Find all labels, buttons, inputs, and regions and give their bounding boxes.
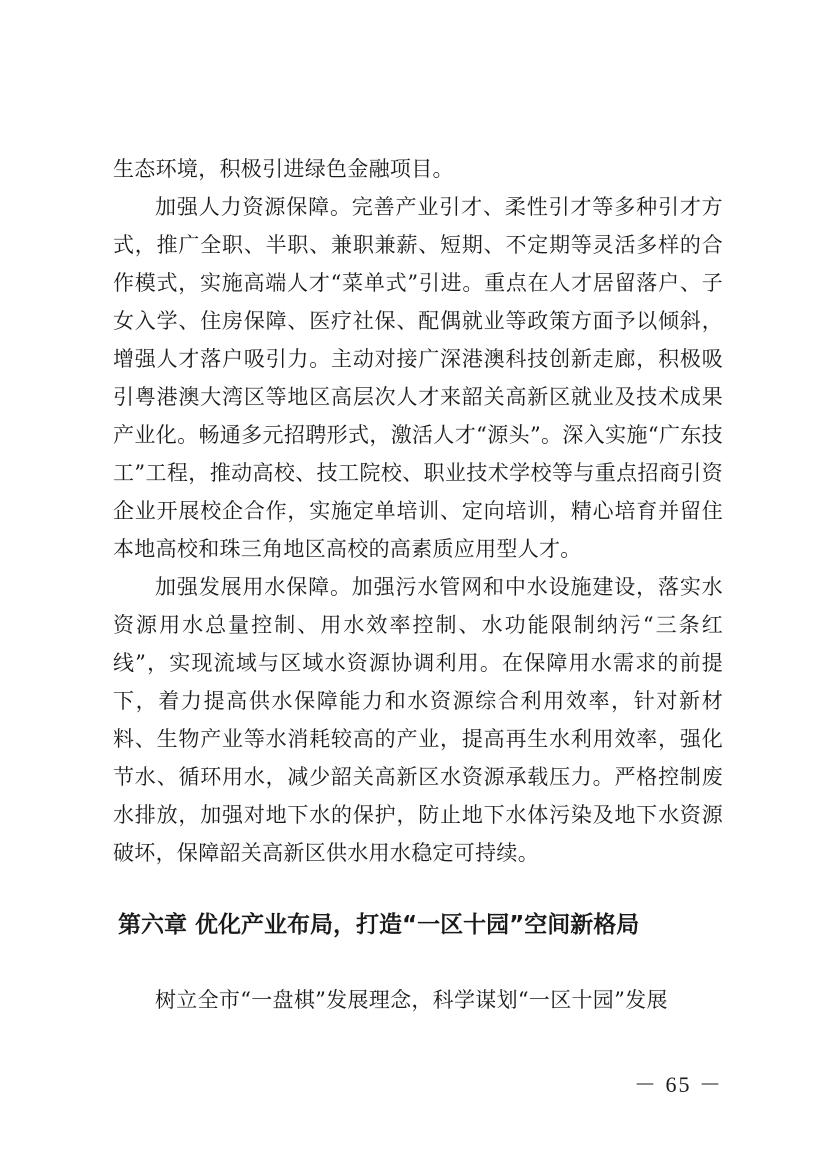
chapter-title: 第六章 优化产业布局，打造“一区十园”空间新格局 (118, 912, 640, 938)
page-number: － 65 － (633, 1072, 723, 1097)
chapter-intro (113, 981, 723, 1019)
paragraph-chapter-intro: 树立全市“一盘棋”发展理念，科学谋划“一区十园”发展 (155, 988, 668, 1012)
paragraph-talent-guarantee: 加强人力资源保障。完善产业引才、柔性引才等多种引才方式，推广全职、半职、兼职兼薪、短期、不定期等灵活多样的合作模式，实施高端人才“菜单式”引进。重点在人才居留落户、子女入学、住房保障、医疗社保、配偶就业等政策方面予以倾斜，增强人才落户吸引力。主动对接广深港澳科技创新走廊，积极吸引粤港澳大湾区等地区高层次人才来韶关高新区就业及技术成果产业化。畅通多元招聘形式，激活人才“源头”。深入实施“广东技工”工程，推动高校、技工院校、职业技术学校等与重点招商引资企业开展校企合作，实施定单培训、定向培训，精心培育并留住本地高校和珠三角地区高校的高素质应用型人才。 (113, 195, 723, 561)
paragraph-ecology-continuation: 生态环境，积极引进绿色金融项目。 (113, 157, 454, 181)
body-text (113, 150, 723, 872)
paragraph-water-guarantee: 加强发展用水保障。加强污水管网和中水设施建设，落实水资源用水总量控制、用水效率控制、水功能限制纳污“三条红线”，实现流域与区域水资源协调利用。在保障用水需求的前提下，着力提高供水保障能力和水资源综合利用效率，针对新材料、生物产业等水消耗较高的产业，提高再生水利用效率，强化节水、循环用水，减少韶关高新区水资源承载压力。严格控制废水排放，加强对地下水的保护，防止地下水体污染及地下水资源破坏，保障韶关高新区供水用水稳定可持续。 (113, 575, 723, 865)
